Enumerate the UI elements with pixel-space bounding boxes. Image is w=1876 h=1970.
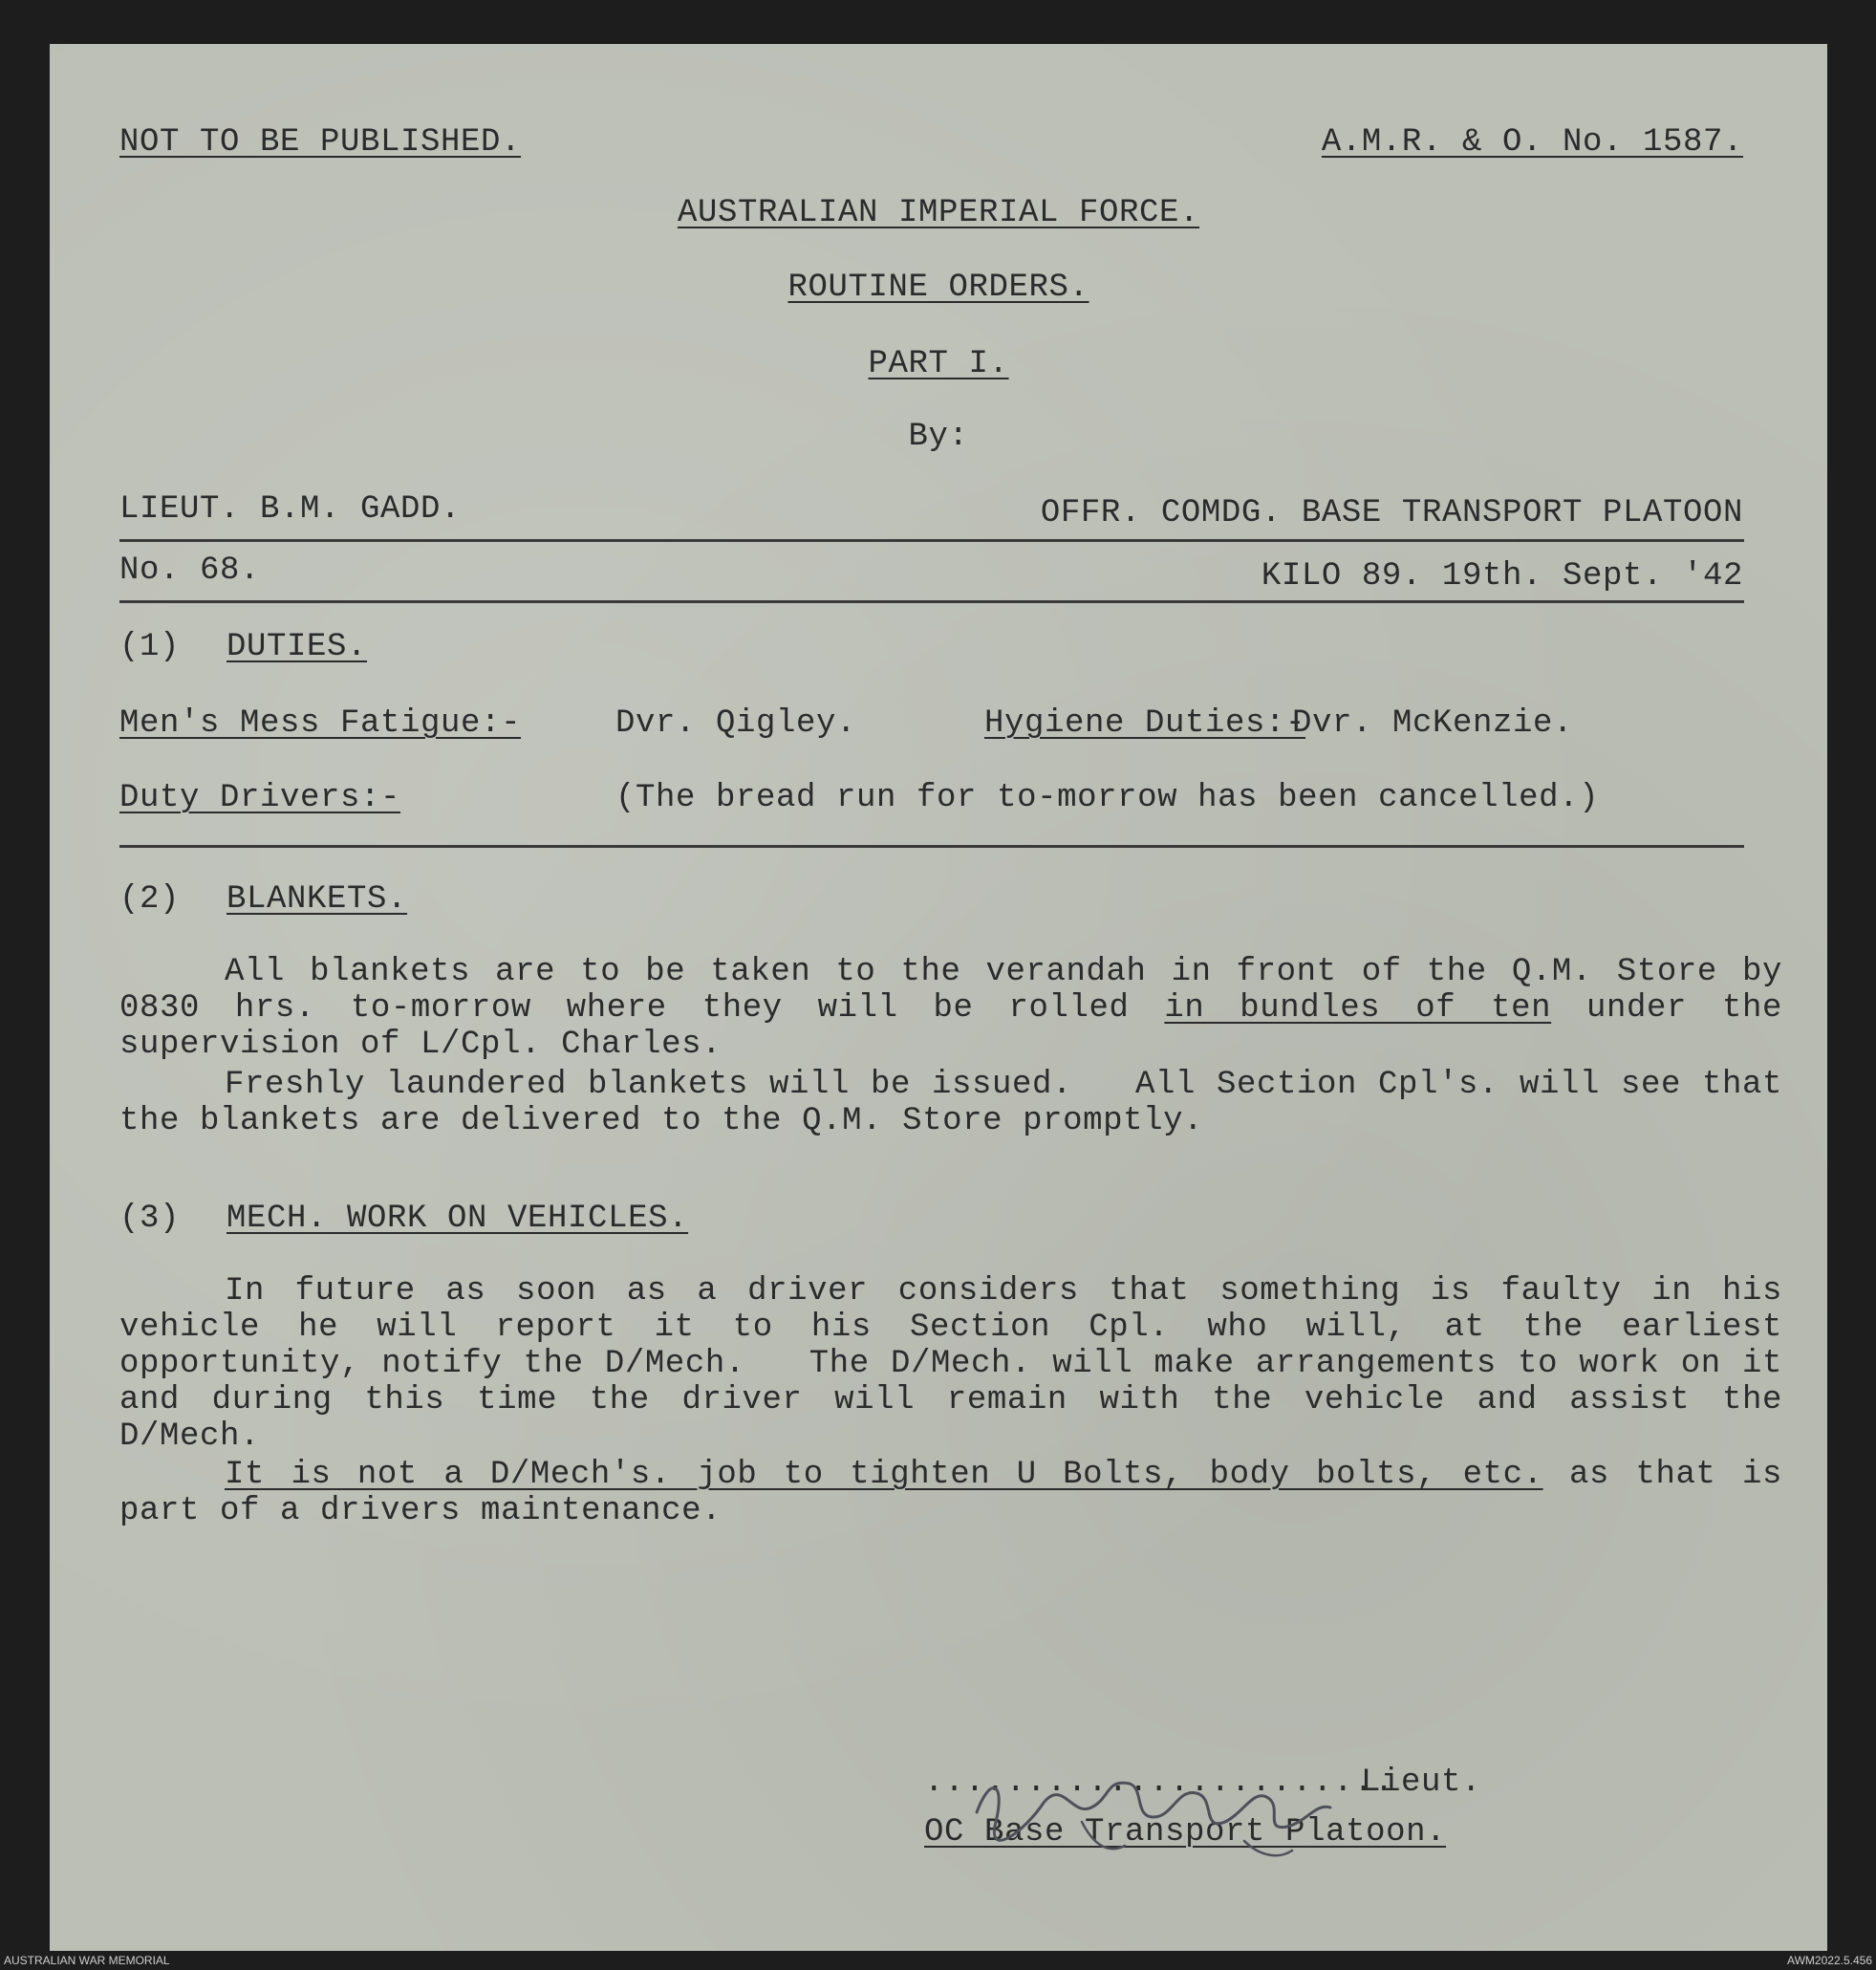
- mech-text-underlined: It is not a D/Mech's. job to tighten U Bolts, body bolts, etc.: [225, 1457, 1543, 1493]
- footer-left: AUSTRALIAN WAR MEMORIAL: [4, 1954, 170, 1967]
- place-date: KILO 89. 19th. Sept. '42: [1261, 558, 1743, 595]
- signature-rank: Lieut.: [1361, 1764, 1482, 1801]
- handwritten-signature: [938, 1764, 1359, 1870]
- order-issue-number: No. 68.: [119, 552, 261, 589]
- section3-number: (3): [119, 1201, 181, 1237]
- mess-fatigue-value: Dvr. Qigley.: [615, 705, 857, 742]
- duty-drivers-label: Duty Drivers:-: [119, 780, 401, 816]
- force-title: AUSTRALIAN IMPERIAL FORCE.: [677, 195, 1200, 231]
- section1-heading: DUTIES.: [226, 629, 368, 665]
- order-number: A.M.R. & O. No. 1587.: [1321, 124, 1743, 161]
- by-label: By:: [908, 419, 969, 455]
- section2-number: (2): [119, 881, 181, 918]
- mess-fatigue-label: Men's Mess Fatigue:-: [119, 705, 522, 742]
- section3-heading: MECH. WORK ON VEHICLES.: [226, 1201, 689, 1237]
- section2-heading: BLANKETS.: [226, 881, 408, 918]
- routine-orders-title: ROUTINE ORDERS.: [787, 270, 1089, 306]
- section1-rule: [119, 845, 1744, 848]
- hygiene-value: Dvr. McKenzie.: [1292, 705, 1574, 742]
- duty-drivers-value: (The bread run for to-morrow has been cancelled.): [615, 780, 1600, 816]
- blankets-paragraph-2: Freshly laundered blankets will be issued. All Section Cpl's. will see that the blankets are delivered to the Q.M. Store promptly.: [119, 1067, 1803, 1139]
- blankets-text-b: under the supervision of L/Cpl. Charles.: [119, 990, 1802, 1063]
- section1-number: (1): [119, 629, 181, 665]
- footer-right: AWM2022.5.456: [1787, 1954, 1872, 1967]
- hygiene-label: Hygiene Duties:-: [984, 705, 1306, 742]
- signature-title: OC Base Transport Platoon.: [924, 1814, 1447, 1851]
- header-rule: [119, 600, 1744, 603]
- part-title: PART I.: [868, 346, 1009, 382]
- blankets-text-underlined: in bundles of ten: [1164, 990, 1552, 1027]
- mech-paragraph-1: In future as soon as a driver considers that something is faulty in his vehicle he will report it to his Section Cpl. who will, at the earliest opportunity, notify the D/Mech. The D/Mech. will make arrangements to work on it and during this time the driver will remain with the vehicle and assist the D/Mech.: [119, 1273, 1803, 1455]
- issuer-position: OFFR. COMDG. BASE TRANSPORT PLATOON: [1040, 495, 1743, 531]
- issuer-rule: [119, 539, 1744, 542]
- document-page: [50, 44, 1827, 1951]
- blankets-text-a: All blankets are to be taken to the verandah in front of the Q.M. Store by 0830 hrs. to-morrow where they will be rolled: [119, 954, 1803, 1027]
- signature-dots: .......................: [924, 1764, 1395, 1801]
- mech-text-b: as that is part of a drivers maintenance.: [119, 1457, 1802, 1529]
- not-to-be-published: NOT TO BE PUBLISHED.: [119, 124, 522, 161]
- mech-paragraph-2: [119, 1457, 1802, 1529]
- issuer-name: LIEUT. B.M. GADD.: [119, 491, 462, 528]
- blankets-paragraph-1: [119, 954, 1803, 1063]
